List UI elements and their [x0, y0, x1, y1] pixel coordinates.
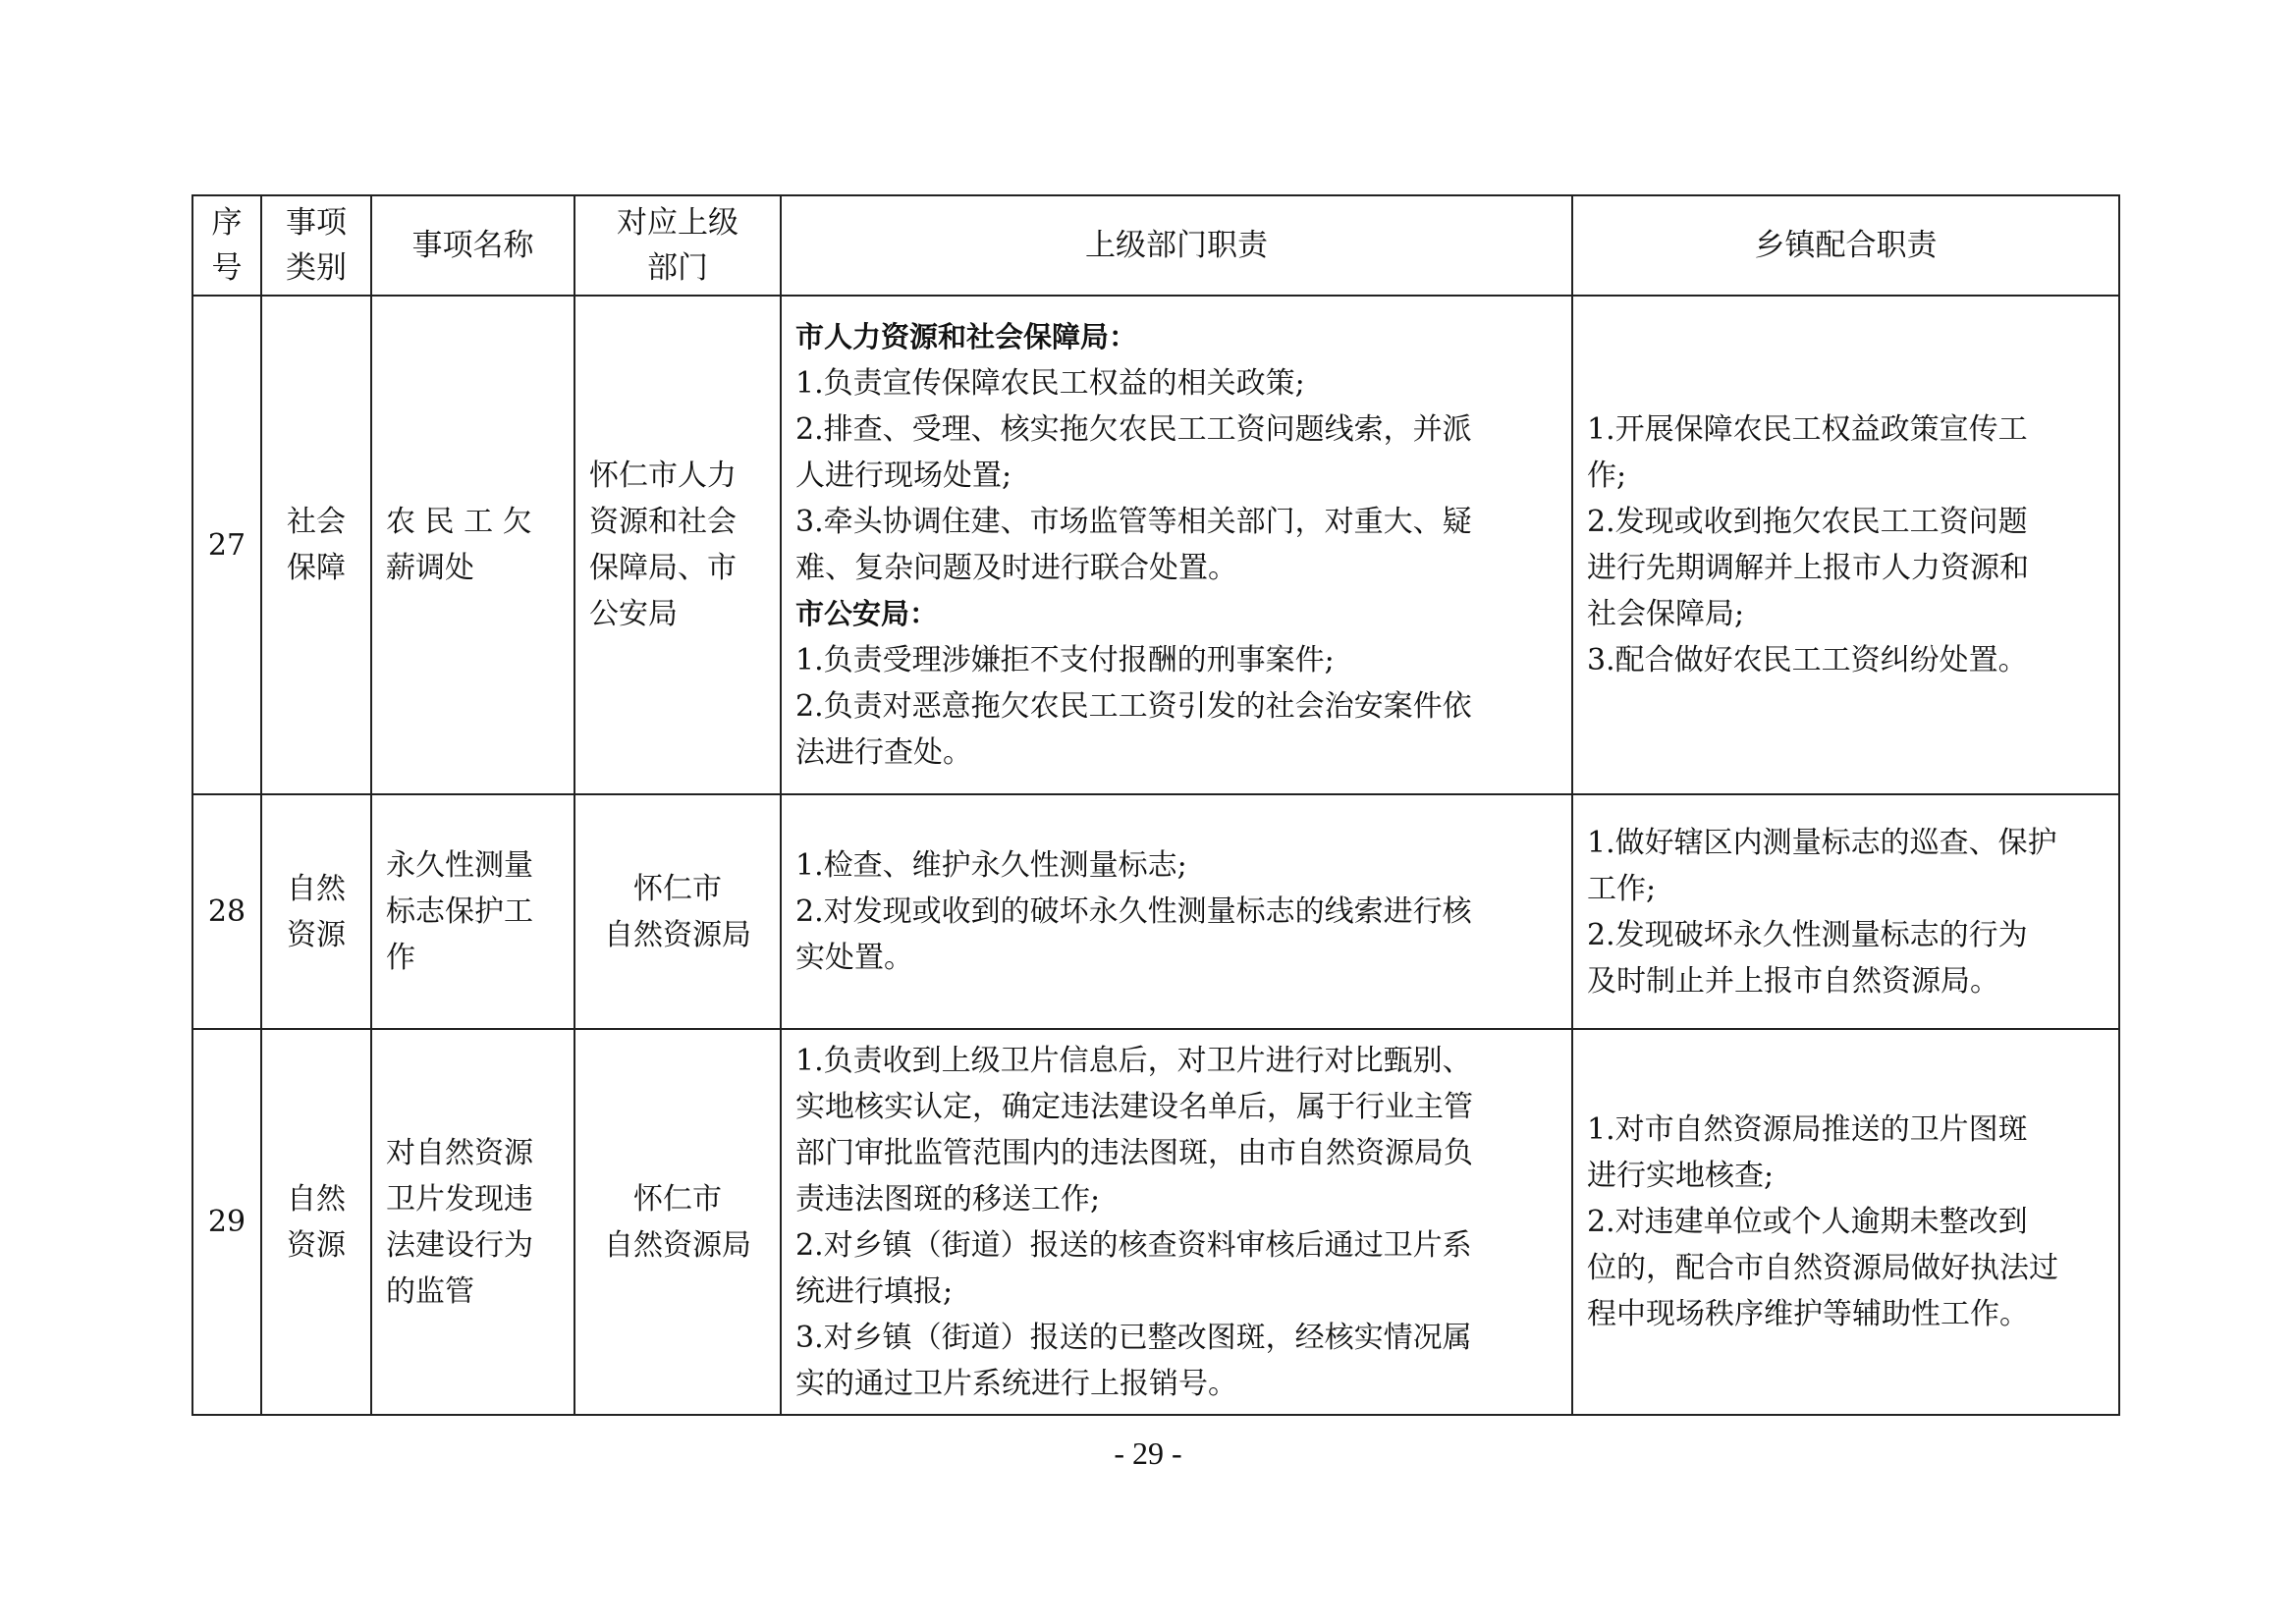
row-seq: 29	[192, 1029, 261, 1415]
row-superior-dept: 怀仁市人力 资源和社会 保障局、市 公安局	[574, 296, 781, 794]
row-superior-dept: 怀仁市 自然资源局	[574, 1029, 781, 1415]
duty-table	[191, 194, 2120, 1416]
row-township-duty: 1.做好辖区内测量标志的巡查、保护 工作; 2.发现破坏永久性测量标志的行为 及时制止并上报市自然资源局。	[1572, 794, 2119, 1029]
header-superior-dept: 对应上级 部门	[574, 195, 781, 296]
table-row	[192, 296, 2119, 794]
page-number: - 29 -	[1114, 1435, 1182, 1471]
row-category: 自然 资源	[261, 1029, 371, 1415]
header-township-duty: 乡镇配合职责	[1572, 195, 2119, 296]
header-seq: 序 号	[192, 195, 261, 296]
header-item-name: 事项名称	[371, 195, 574, 296]
row-seq: 27	[192, 296, 261, 794]
header-category: 事项 类别	[261, 195, 371, 296]
row-seq: 28	[192, 794, 261, 1029]
table-header-row	[192, 195, 2119, 296]
row-item-name: 对自然资源 卫片发现违 法建设行为 的监管	[371, 1029, 574, 1415]
row-category: 社会 保障	[261, 296, 371, 794]
row-township-duty: 1.开展保障农民工权益政策宣传工 作; 2.发现或收到拖欠农民工工资问题 进行先期调解并上报市人力资源和 社会保障局; 3.配合做好农民工工资纠纷处置。	[1572, 296, 2119, 794]
row-superior-duty: 1.检查、维护永久性测量标志; 2.对发现或收到的破坏永久性测量标志的线索进行核 实处置。	[781, 794, 1572, 1029]
row-township-duty: 1.对市自然资源局推送的卫片图斑 进行实地核查; 2.对违建单位或个人逾期未整改到 位的，配合市自然资源局做好执法过 程中现场秩序维护等辅助性工作。	[1572, 1029, 2119, 1415]
table-row	[192, 794, 2119, 1029]
row-item-name: 永久性测量 标志保护工 作	[371, 794, 574, 1029]
row-category: 自然 资源	[261, 794, 371, 1029]
row-superior-dept: 怀仁市 自然资源局	[574, 794, 781, 1029]
row-superior-duty: 1.负责收到上级卫片信息后，对卫片进行对比甄别、 实地核实认定，确定违法建设名单后，属于行业主管 部门审批监管范围内的违法图斑，由市自然资源局负 责违法图斑的移送工作; 2.对乡镇（街道）报送的核查资料审核后通过卫片系 统进行填报; 3.对乡镇（街道）报送的已整改图斑，经核实情况属 实的通过卫片系统进行上报销号。	[781, 1029, 1572, 1415]
row-superior-duty: 市人力资源和社会保障局： 1.负责宣传保障农民工权益的相关政策; 2.排查、受理、核实拖欠农民工工资问题线索，并派 人进行现场处置; 3.牵头协调住建、市场监管等相关部门，对重大、疑 难、复杂问题及时进行联合处置。 市公安局： 1.负责受理涉嫌拒不支付报酬的刑事案件; 2.负责对恶意拖欠农民工工资引发的社会治安案件依 法进行查处。	[781, 296, 1572, 794]
table-row	[192, 1029, 2119, 1415]
header-superior-duty: 上级部门职责	[781, 195, 1572, 296]
row-item-name: 农 民 工 欠 薪调处	[371, 296, 574, 794]
